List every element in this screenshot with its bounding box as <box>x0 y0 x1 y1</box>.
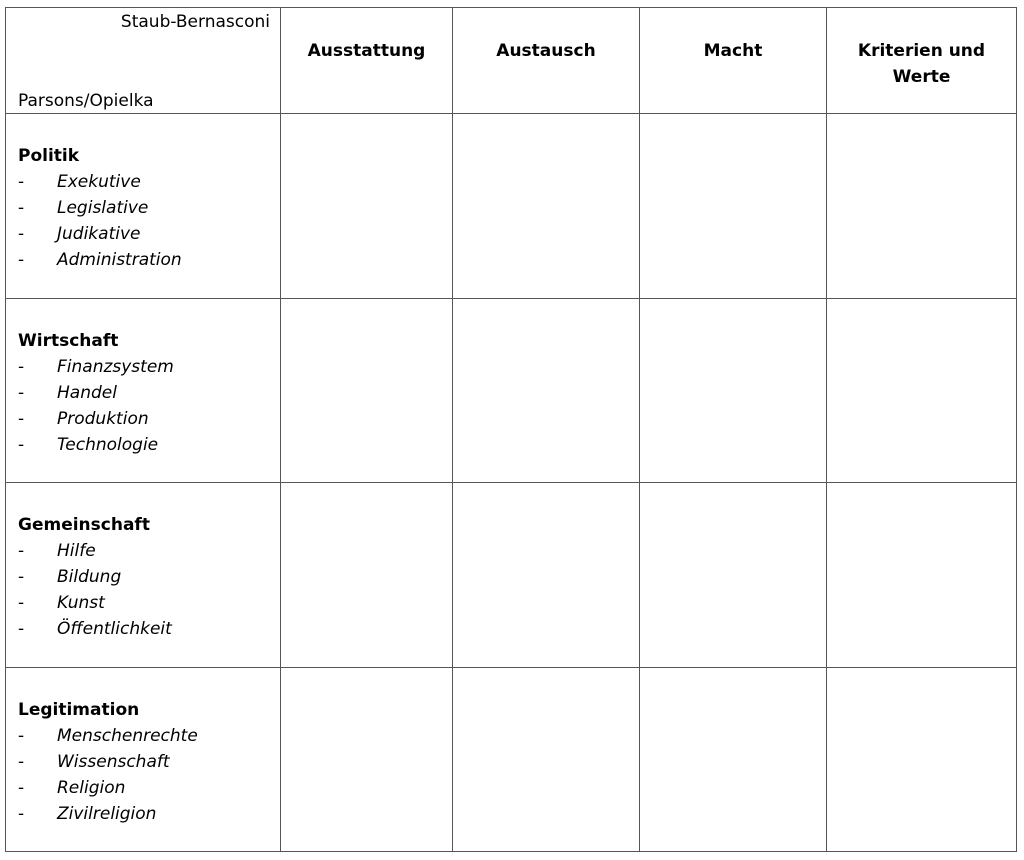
subitem-list <box>18 354 280 458</box>
framework-table <box>5 7 1017 852</box>
list-item: - Produktion <box>18 408 149 429</box>
row-header-cell <box>6 483 281 667</box>
table-row-politik <box>6 114 1017 298</box>
empty-cell <box>640 114 827 298</box>
list-item: - Finanzsystem <box>18 356 174 377</box>
column-header-macht: Macht <box>640 8 827 114</box>
empty-cell <box>281 114 453 298</box>
empty-cell <box>453 483 640 667</box>
corner-label-parsons-opielka: Parsons/Opielka <box>18 91 154 111</box>
empty-cell <box>827 298 1017 482</box>
list-item: - Handel <box>18 382 117 403</box>
empty-cell <box>827 667 1017 851</box>
column-header-austausch: Austausch <box>453 8 640 114</box>
empty-cell <box>281 667 453 851</box>
empty-cell <box>453 114 640 298</box>
list-item: - Öffentlichkeit <box>18 619 172 640</box>
empty-cell <box>281 298 453 482</box>
subitem-list <box>18 538 280 642</box>
empty-cell <box>281 483 453 667</box>
list-item: - Administration <box>18 250 182 271</box>
list-item: - Zivilreligion <box>18 803 157 824</box>
list-item: - Kunst <box>18 593 105 614</box>
list-item: - Wissenschaft <box>18 751 170 772</box>
subitem-list <box>18 723 280 827</box>
row-header-cell <box>6 667 281 851</box>
list-item: - Technologie <box>18 434 159 455</box>
row-title: Wirtschaft <box>18 330 119 351</box>
list-item: - Menschenrechte <box>18 725 198 746</box>
list-item: - Judikative <box>18 224 141 245</box>
empty-cell <box>640 483 827 667</box>
row-title: Politik <box>18 146 80 167</box>
table-row-wirtschaft <box>6 298 1017 482</box>
corner-label-staub-bernasconi: Staub-Bernasconi <box>120 12 270 32</box>
corner-cell <box>6 8 281 114</box>
subitem-list <box>18 169 280 273</box>
list-item: - Legislative <box>18 198 149 219</box>
empty-cell <box>640 667 827 851</box>
empty-cell <box>827 114 1017 298</box>
row-title: Legitimation <box>18 699 140 720</box>
column-header-kriterien-und-werte: Kriterien und Werte <box>827 8 1017 114</box>
row-header-cell <box>6 298 281 482</box>
table-row-gemeinschaft <box>6 483 1017 667</box>
header-row <box>6 8 1017 114</box>
empty-cell <box>640 298 827 482</box>
list-item: - Hilfe <box>18 541 96 562</box>
list-item: - Bildung <box>18 567 122 588</box>
empty-cell <box>453 298 640 482</box>
row-header-cell <box>6 114 281 298</box>
table-row-legitimation <box>6 667 1017 851</box>
column-header-ausstattung: Ausstattung <box>281 8 453 114</box>
list-item: - Religion <box>18 777 126 798</box>
list-item: - Exekutive <box>18 172 141 193</box>
empty-cell <box>453 667 640 851</box>
row-title: Gemeinschaft <box>18 515 150 536</box>
empty-cell <box>827 483 1017 667</box>
